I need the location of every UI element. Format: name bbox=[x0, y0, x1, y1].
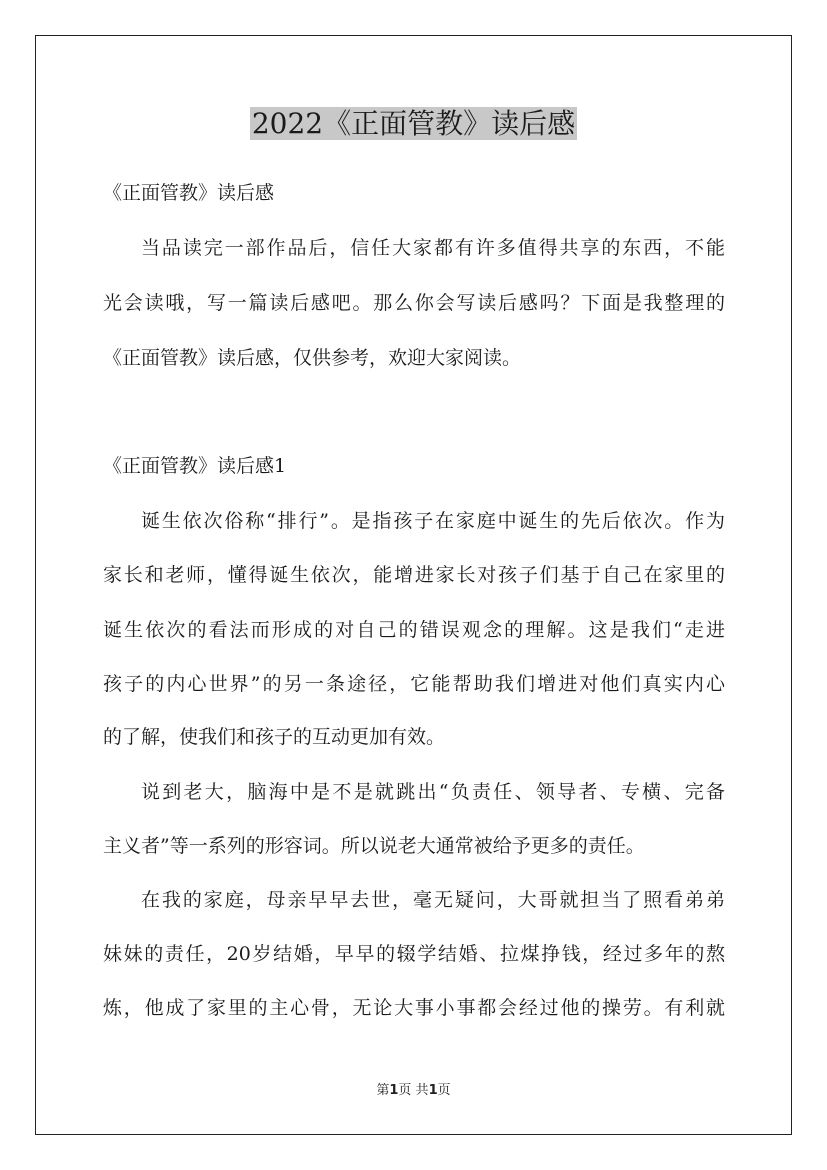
paragraph-line: 诞生依次的看法而形成的对自己的错误观念的理解。这是我们“走进 bbox=[103, 619, 725, 641]
document-title-text: 2022《正面管教》读后感 bbox=[251, 107, 576, 140]
paragraph-heading: 《正面管教》读后感 bbox=[103, 182, 275, 204]
page-total: 1 bbox=[428, 1083, 438, 1098]
paragraph-line: 在我的家庭，母亲早早去世，毫无疑问，大哥就担当了照看弟弟 bbox=[141, 889, 725, 911]
paragraph-line: 孩子的内心世界”的另一条途径，它能帮助我们增进对他们真实内心 bbox=[103, 673, 725, 695]
paragraph-line: 家长和老师，懂得诞生依次，能增进家长对孩子们基于自己在家里的 bbox=[103, 564, 725, 586]
paragraph-line: 炼，他成了家里的主心骨，无论大事小事都会经过他的操劳。有利就 bbox=[103, 997, 725, 1019]
paragraph-line: 光会读哦，写一篇读后感吧。那么你会写读后感吗？下面是我整理的 bbox=[103, 292, 725, 314]
document-title bbox=[0, 104, 827, 144]
footer-text: 页 bbox=[437, 1083, 451, 1098]
paragraph-line: 说到老大，脑海中是不是就跳出“负责任、领导者、专横、完备 bbox=[141, 781, 725, 803]
footer-text: 页 共 bbox=[398, 1083, 429, 1098]
paragraph-line: 当品读完一部作品后，信任大家都有许多值得共享的东西，不能 bbox=[141, 237, 725, 259]
paragraph-line: 主义者”等一系列的形容词。所以说老大通常被给予更多的责任。 bbox=[103, 835, 645, 857]
paragraph-line: 《正面管教》读后感，仅供参考，欢迎大家阅读。 bbox=[103, 347, 522, 369]
page-footer bbox=[0, 1081, 827, 1101]
paragraph-line: 妹妹的责任，20岁结婚，早早的辍学结婚、拉煤挣钱，经过多年的熬 bbox=[103, 943, 725, 965]
footer-text: 第 bbox=[376, 1083, 390, 1098]
paragraph-line: 的了解，使我们和孩子的互动更加有效。 bbox=[103, 726, 446, 748]
section-heading: 《正面管教》读后感1 bbox=[103, 455, 287, 477]
paragraph-line: 诞生依次俗称“排行”。是指孩子在家庭中诞生的先后依次。作为 bbox=[141, 510, 725, 532]
page-number: 1 bbox=[389, 1083, 399, 1098]
